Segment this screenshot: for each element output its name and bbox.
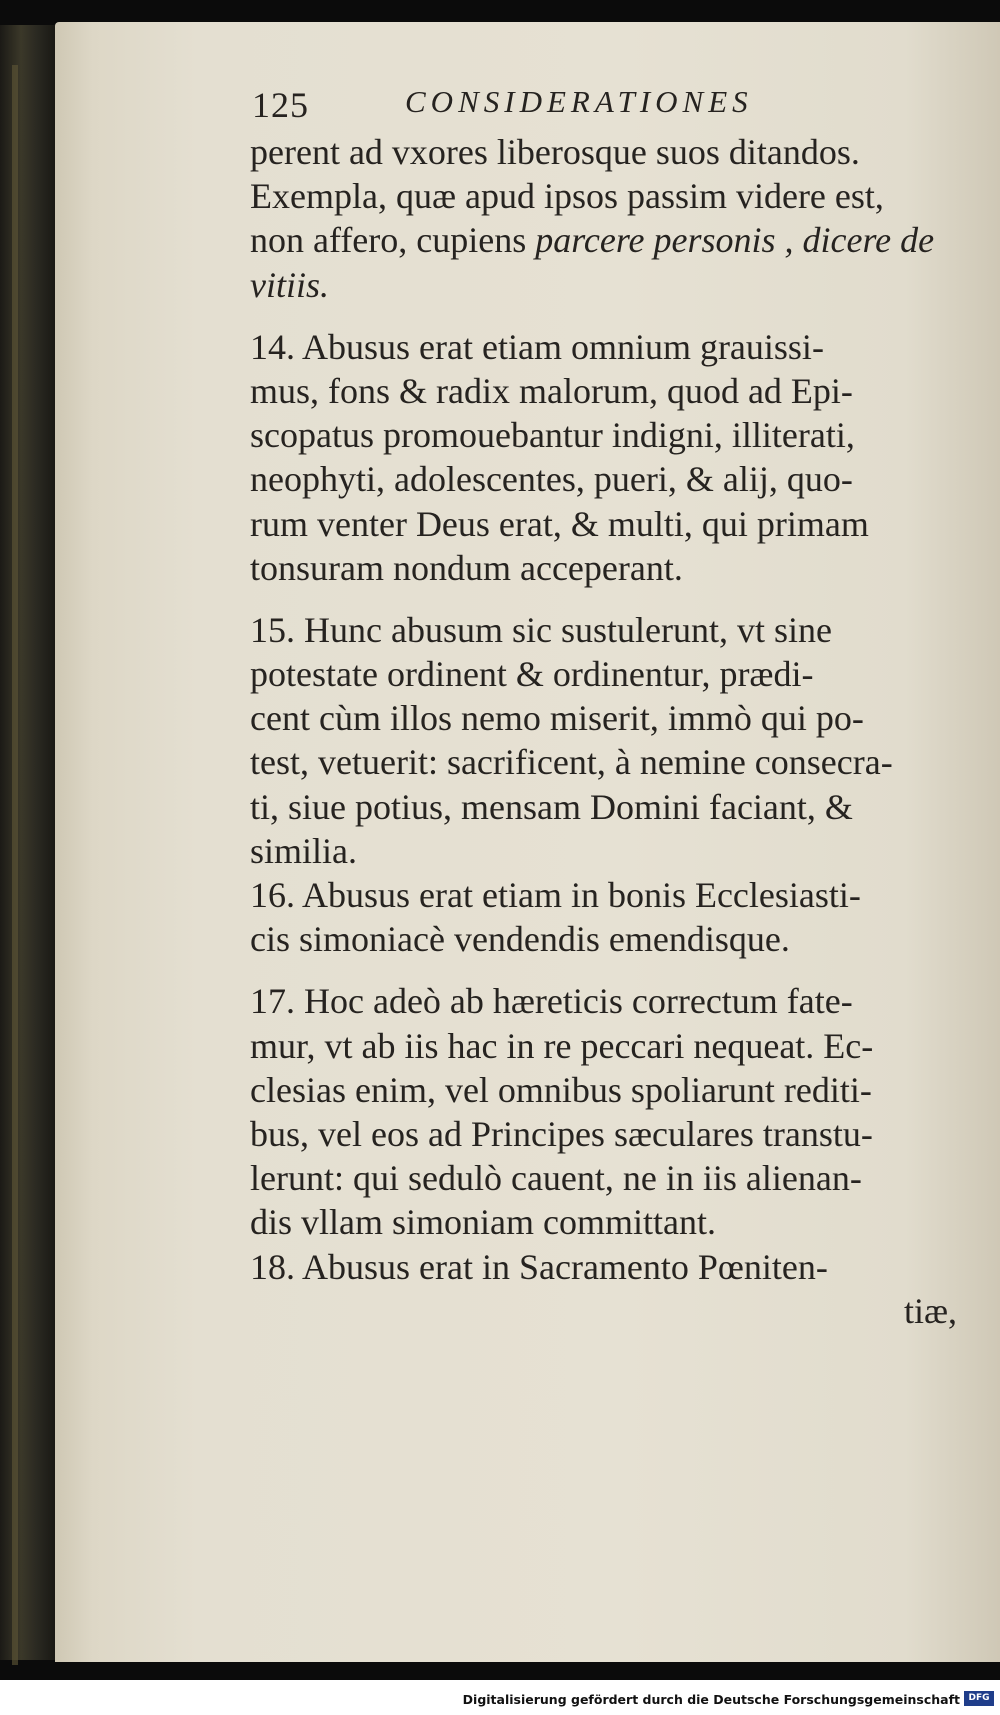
text-line: dis vllam simoniam committant.: [250, 1202, 716, 1243]
catchword: tiæ,: [903, 1290, 957, 1331]
text-line: potestate ordinent & ordinentur, prædi-: [250, 654, 814, 695]
text-line: perent ad vxores liberosque suos ditandos.: [250, 132, 860, 172]
page-header: [195, 78, 975, 130]
text-line: rum venter Deus erat, & multi, qui primam: [250, 503, 869, 544]
running-head: CONSIDERATIONES: [405, 84, 753, 119]
text-line: ti, siue potius, mensam Domini faciant, &: [250, 786, 853, 827]
text-line: 15. Hunc abusum sic sustulerunt, vt sine: [250, 609, 832, 650]
text-run: non affero, cupiens: [250, 220, 536, 261]
text-line: 16. Abusus erat etiam in bonis Ecclesiasti-: [250, 875, 861, 915]
spine-line: [12, 65, 18, 1665]
text-line: 18. Abusus erat in Sacramento Pœniten-: [250, 1246, 828, 1287]
text-line: bus, vel eos ad Principes sæculares transtu-: [250, 1113, 873, 1154]
text-line: [195, 218, 975, 262]
italic-quote: vitiis.: [250, 264, 329, 305]
book-edge: [0, 25, 60, 1660]
text-line: clesias enim, vel omnibus spoliarunt rediti-: [250, 1069, 872, 1110]
footer-bar: [0, 1680, 1000, 1715]
paragraph-gap: [195, 307, 975, 325]
text-line: Exempla, quæ apud ipsos passim videre est,: [250, 176, 884, 217]
text-line: cis simoniacè vendendis emendisque.: [250, 919, 790, 960]
paragraph-gap: [195, 590, 975, 608]
text-line: neophyti, adolescentes, pueri, & alij, quo-: [250, 459, 853, 500]
text-line: test, vetuerit: sacrificent, à nemine consecra-: [250, 742, 893, 783]
text-line: [195, 263, 975, 307]
text-line: 14. Abusus erat etiam omnium grauissi-: [250, 326, 824, 367]
text-line: lerunt: qui sedulò cauent, ne in iis alienan-: [250, 1158, 862, 1199]
page-text-block: [195, 78, 975, 1333]
text-line: mus, fons & radix malorum, quod ad Epi-: [250, 370, 853, 411]
italic-quote: parcere personis , dicere de: [535, 220, 935, 261]
paragraph-gap: [195, 961, 975, 979]
text-line: scopatus promouebantur indigni, illiterati,: [250, 415, 855, 456]
text-line: similia.: [250, 830, 357, 871]
page-number: 125: [252, 85, 309, 125]
text-line: mur, vt ab iis hac in re peccari nequeat. Ec-: [250, 1025, 874, 1066]
text-line: tonsuram nondum acceperant.: [250, 547, 683, 588]
text-line: cent cùm illos nemo miserit, immò qui po-: [250, 698, 864, 739]
dfg-logo: DFG: [964, 1691, 994, 1706]
text-line: 17. Hoc adeò ab hæreticis correctum fate-: [250, 981, 853, 1022]
funding-credit: Digitalisierung gefördert durch die Deutsche Forschungsgemeinschaft: [462, 1692, 960, 1707]
